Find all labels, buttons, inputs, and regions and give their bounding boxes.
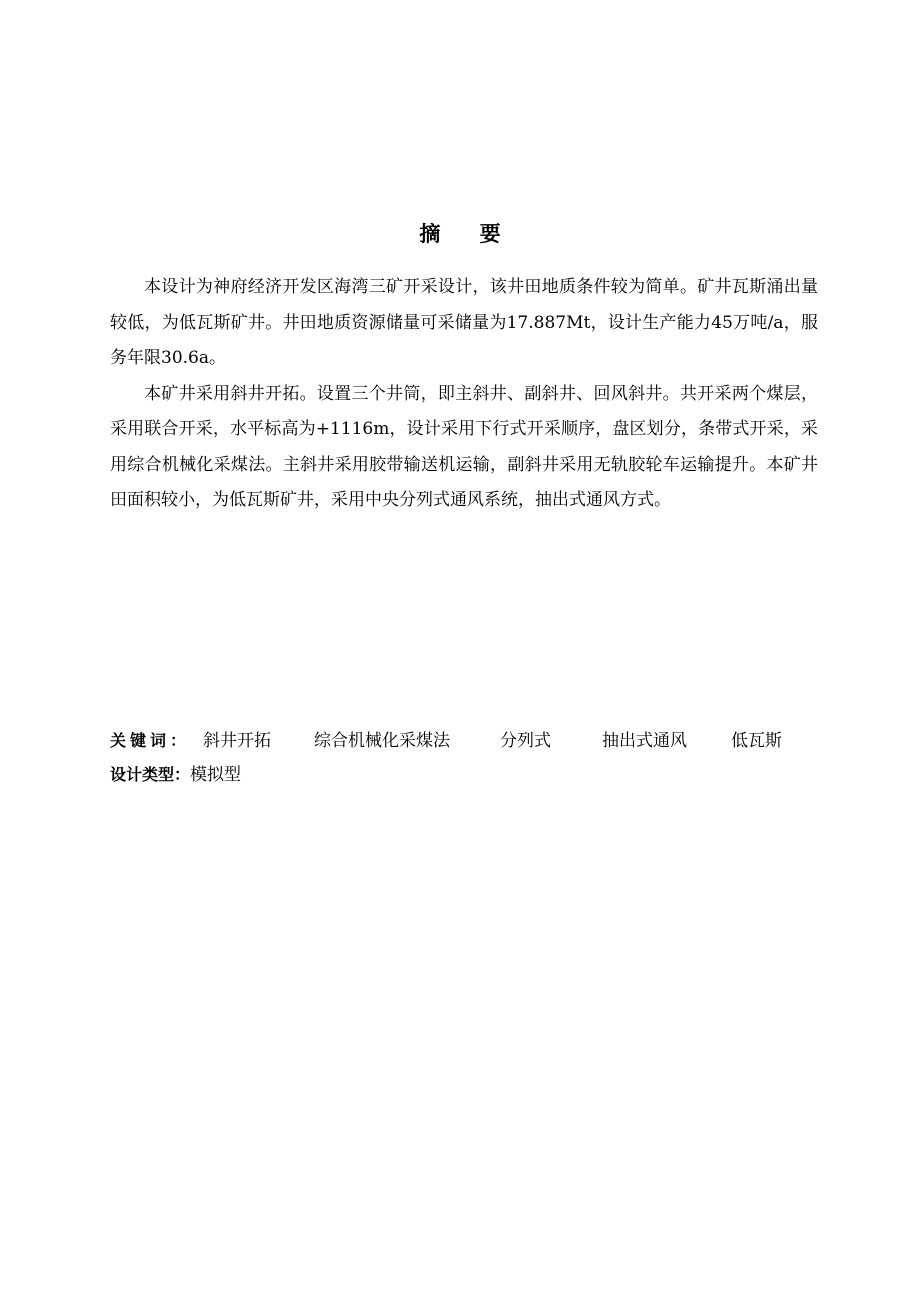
keyword-item: 低瓦斯	[731, 731, 782, 751]
abstract-title: 摘 要	[419, 222, 517, 246]
keywords-label: 关键词：	[110, 731, 191, 750]
keyword-item: 分列式	[500, 731, 551, 751]
abstract-body	[110, 270, 818, 519]
keyword-item: 斜井开拓	[203, 731, 271, 751]
design-type-label: 设计类型：	[110, 765, 191, 784]
abstract-paragraph-1: 本设计为神府经济开发区海湾三矿开采设计，该井田地质条件较为简单。矿井瓦斯涌出量较低，为低瓦斯矿井。井田地质资源储量可采储量为17.887Mt，设计生产能力45万吨/a，服务年限30.6a。	[110, 277, 818, 368]
design-type-row	[110, 761, 241, 789]
keyword-item: 抽出式通风	[602, 731, 687, 751]
design-type-value: 模拟型	[190, 765, 242, 785]
keywords-row	[110, 727, 830, 755]
keyword-item: 综合机械化采煤法	[314, 731, 450, 751]
abstract-paragraph-2: 本矿井采用斜井开拓。设置三个井筒，即主斜井、副斜井、回风斜井。共开采两个煤层，采用联合开采，水平标高为+1116m，设计采用下行式开采顺序，盘区划分，条带式开采，采用综合机械化采煤法。主斜井采用胶带输送机运输，副斜井采用无轨胶轮车运输提升。本矿井田面积较小，为低瓦斯矿井，采用中央分列式通风系统，抽出式通风方式。	[110, 383, 818, 510]
